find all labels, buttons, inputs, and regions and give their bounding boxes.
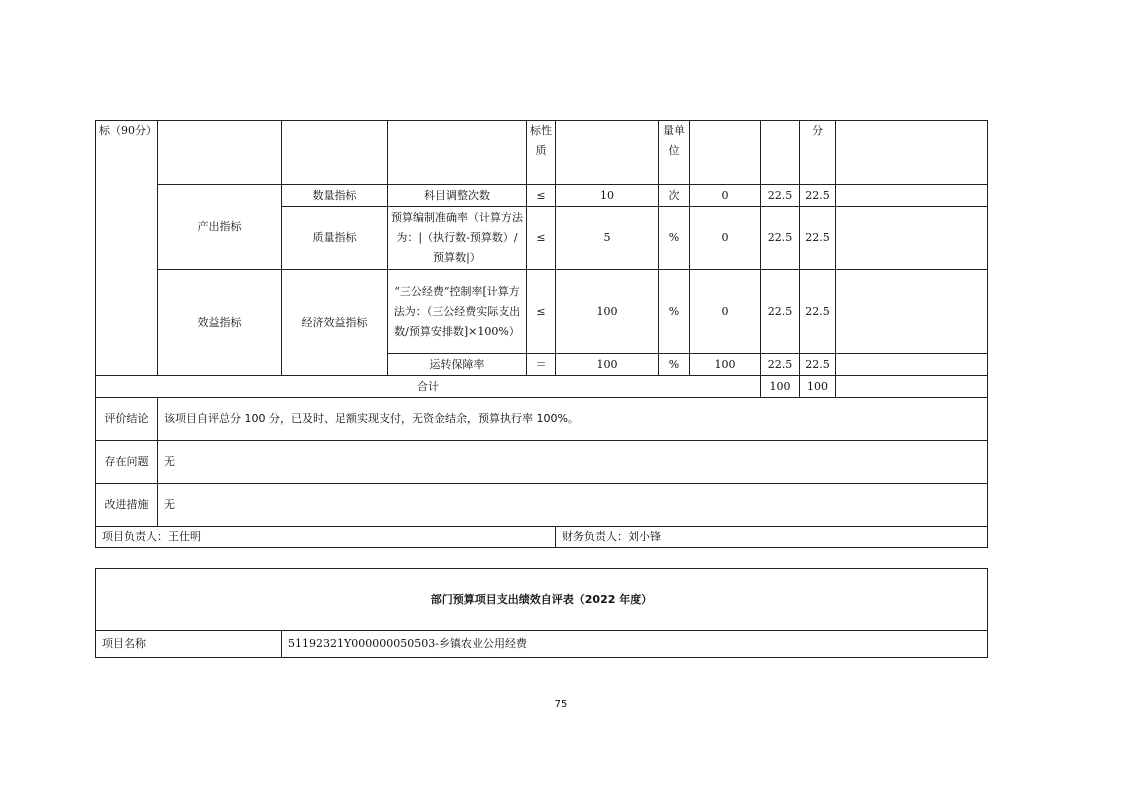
nature-cell: ≤: [527, 207, 556, 270]
empty-cell: [282, 121, 388, 185]
level2-economic: 经济效益指标: [282, 270, 388, 376]
total-score: 100: [800, 376, 836, 398]
actual-cell: 0: [690, 185, 761, 207]
empty-cell: [556, 121, 659, 185]
problems-label: 存在问题: [96, 441, 158, 484]
score-cell: 22.5: [800, 207, 836, 270]
project-name-value: 51192321Y000000050503-乡镇农业公用经费: [282, 631, 988, 658]
form2-table: [95, 568, 988, 658]
empty-cell: [836, 121, 988, 185]
empty-cell: [158, 121, 282, 185]
weight-cell: 22.5: [761, 270, 800, 354]
nature-cell: ≤: [527, 185, 556, 207]
empty-cell: [388, 121, 527, 185]
col1-header: [96, 121, 158, 376]
score-cell: 22.5: [800, 185, 836, 207]
level1-output: 产出指标: [158, 185, 282, 270]
actual-cell: 0: [690, 207, 761, 270]
empty-cell: [836, 354, 988, 376]
indicator-cell: 运转保障率: [388, 354, 527, 376]
unit-header: 量单位: [659, 121, 690, 185]
empty-cell: [836, 376, 988, 398]
empty-cell: [761, 121, 800, 185]
total-weight: 100: [761, 376, 800, 398]
level2-quantity: 数量指标: [282, 185, 388, 207]
unit-cell: %: [659, 207, 690, 270]
weight-cell: 22.5: [761, 354, 800, 376]
target-cell: 100: [556, 354, 659, 376]
weight-cell: 22.5: [761, 207, 800, 270]
unit-cell: 次: [659, 185, 690, 207]
score-cell: 22.5: [800, 270, 836, 354]
score-header: 分: [800, 121, 836, 185]
performance-table: [95, 120, 988, 548]
empty-cell: [836, 185, 988, 207]
unit-cell: %: [659, 354, 690, 376]
weight-cell: 22.5: [761, 185, 800, 207]
nature-cell: ＝: [527, 354, 556, 376]
improvements-label: 改进措施: [96, 484, 158, 527]
nature-cell: ≤: [527, 270, 556, 354]
actual-cell: 0: [690, 270, 761, 354]
col1-header-text: 标（90分）: [99, 124, 157, 137]
empty-cell: [836, 270, 988, 354]
project-name-label: 项目名称: [96, 631, 282, 658]
conclusion-text: 该项目自评总分 100 分，已及时、足额实现支付，无资金结余，预算执行率 100%。: [158, 398, 988, 441]
total-label: 合计: [96, 376, 761, 398]
unit-cell: %: [659, 270, 690, 354]
finance-lead: 财务负责人：刘小锋: [556, 527, 988, 548]
score-cell: 22.5: [800, 354, 836, 376]
page-number: 75: [554, 699, 568, 710]
indicator-cell: 预算编制准确率（计算方法为：|（执行数-预算数）/预算数|）: [388, 207, 527, 270]
target-cell: 100: [556, 270, 659, 354]
target-cell: 10: [556, 185, 659, 207]
level2-quality: 质量指标: [282, 207, 388, 270]
project-lead: 项目负责人：王仕明: [96, 527, 556, 548]
problems-text: 无: [158, 441, 988, 484]
form2-title: 部门预算项目支出绩效自评表（2022 年度）: [96, 569, 988, 631]
actual-cell: 100: [690, 354, 761, 376]
empty-cell: [836, 207, 988, 270]
nature-header: 标性质: [527, 121, 556, 185]
improvements-text: 无: [158, 484, 988, 527]
level1-benefit: 效益指标: [158, 270, 282, 376]
target-cell: 5: [556, 207, 659, 270]
indicator-cell: 科目调整次数: [388, 185, 527, 207]
empty-cell: [690, 121, 761, 185]
indicator-cell: “三公经费”控制率[计算方法为：（三公经费实际支出数/预算安排数]×100%）: [388, 270, 527, 354]
conclusion-label: 评价结论: [96, 398, 158, 441]
